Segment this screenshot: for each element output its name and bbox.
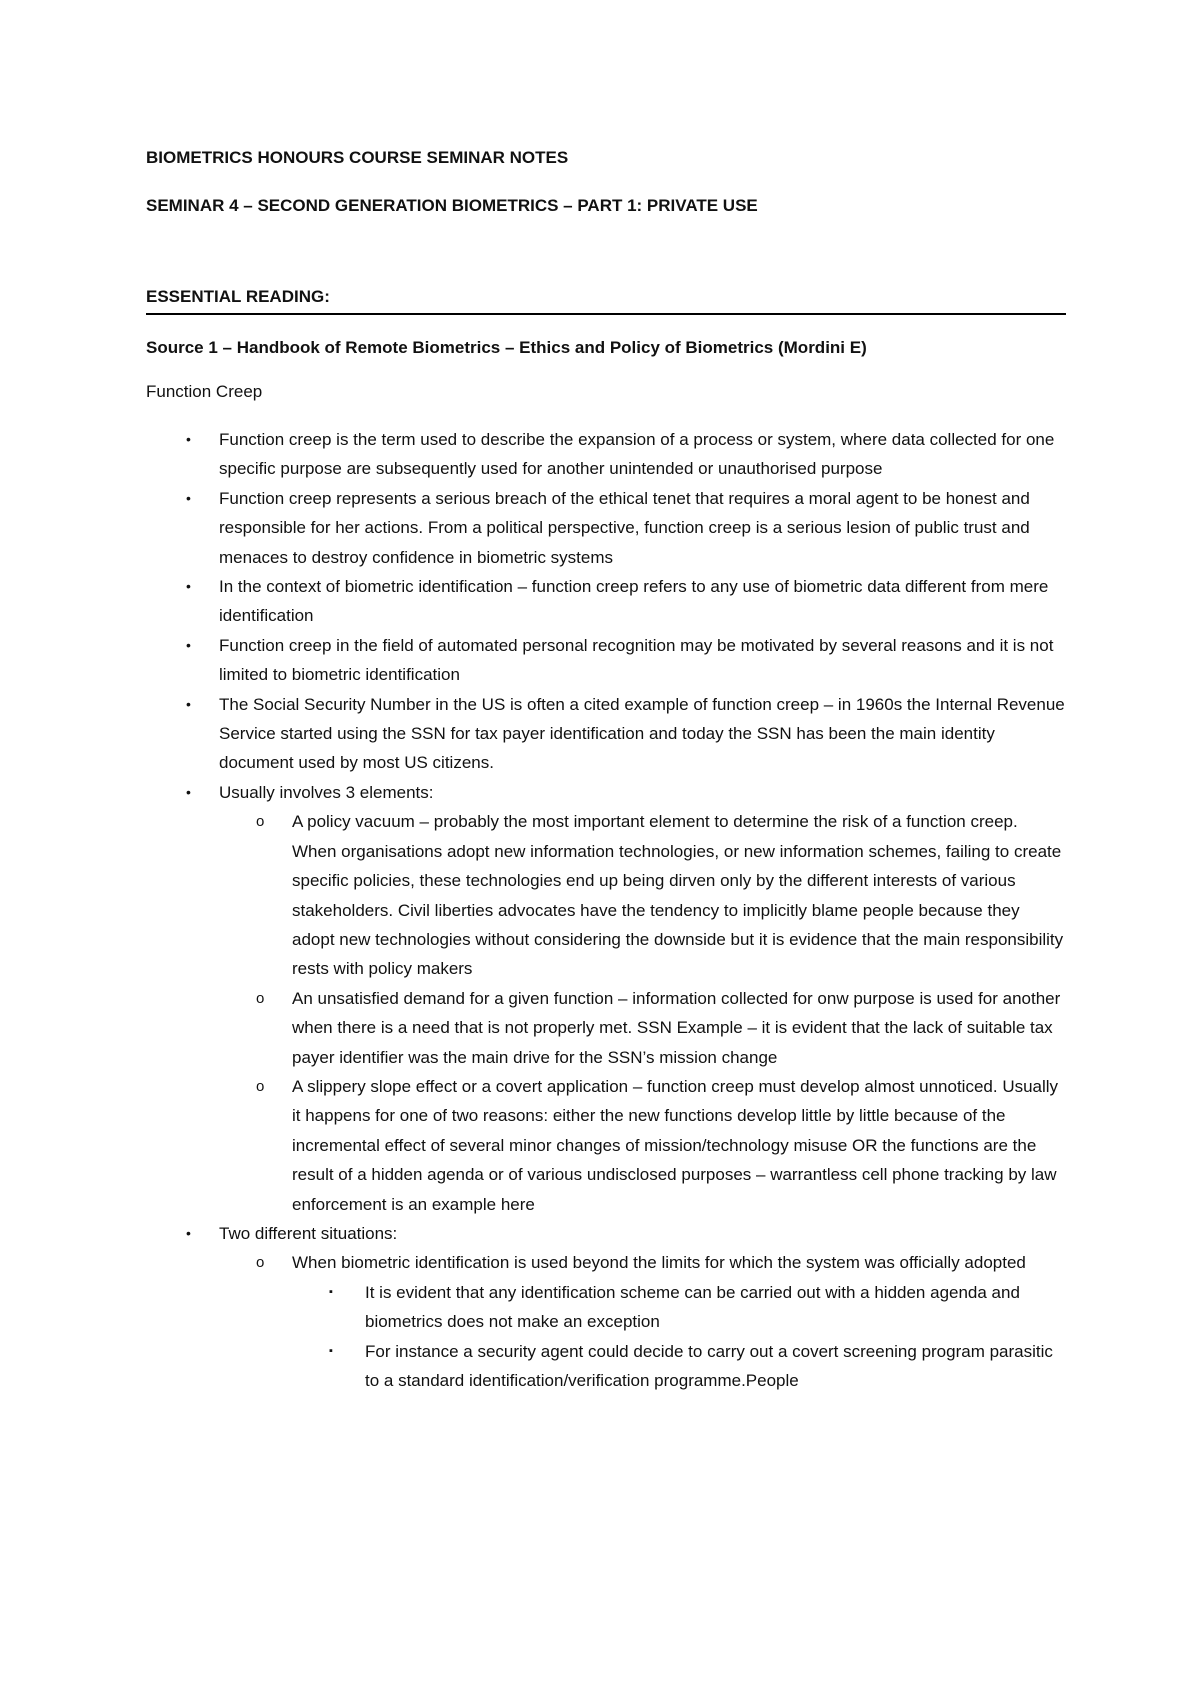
sub-list-item-text: A policy vacuum – probably the most important element to determine the risk of a function creep. When organisations adopt new information technologies, or new information schemes, failing to create specific policies, these technologies end up being dirven only by the different interests of various stakeholders. Civil liberties advocates have the tendency to implicitly blame people because they adopt new technologies without considering the downside but it is evidence that the main responsibility rests with policy makers <box>292 812 1064 979</box>
bullet-icon: • <box>186 431 191 447</box>
section-subheading: Function Creep <box>146 382 263 401</box>
sub-list-item <box>219 1072 1066 1219</box>
sub-sub-list-item <box>292 1278 1066 1337</box>
sub-list-item <box>219 984 1066 1072</box>
sub-sub-bullet-list <box>292 1278 1066 1396</box>
circle-bullet-icon: o <box>256 1077 265 1095</box>
list-item-text: Function creep in the field of automated personal recognition may be motivated by several reasons and it is not limited to biometric identification <box>219 635 1054 685</box>
list-item <box>146 690 1066 778</box>
list-item <box>146 572 1066 631</box>
circle-bullet-icon: o <box>256 813 265 831</box>
bullet-icon: • <box>186 1224 191 1241</box>
square-bullet-icon: ▪ <box>329 1344 333 1357</box>
source-heading: Source 1 – Handbook of Remote Biometrics – Ethics and Policy of Biometrics (Mordini E) <box>146 338 867 357</box>
list-item-text: The Social Security Number in the US is often a cited example of function creep – in 1960s the Internal Revenue Service started using the SSN for tax payer identification and today the SSN has been the main identity document used by most US citizens. <box>219 694 1065 773</box>
sub-bullet-list <box>219 1248 1066 1395</box>
sub-list-item-text: A slippery slope effect or a covert application – function creep must develop almost unnoticed. Usually it happens for one of two reasons: either the new functions develop little by little because of the incremental effect of several minor changes of mission/technology misuse OR the functions are the result of a hidden agenda or of various undisclosed purposes – warrantless cell phone tracking by law enforcement is an example here <box>292 1076 1059 1214</box>
list-item-text: In the context of biometric identification – function creep refers to any use of biometric data different from mere identification <box>219 577 1049 626</box>
bullet-icon: • <box>186 695 191 712</box>
list-item-text: Function creep is the term used to describe the expansion of a process or system, where data collected for one specific purpose are subsequently used for another unintended or unauthorised purpose <box>219 430 1055 479</box>
list-item-text: Two different situations: <box>219 1223 398 1243</box>
sub-list-item-text: When biometric identification is used beyond the limits for which the system was officially adopted <box>292 1253 1026 1273</box>
sub-list-item <box>219 807 1066 983</box>
sub-sub-list-item-text: It is evident that any identification scheme can be carried out with a hidden agenda and biometrics does not make an exception <box>365 1282 1020 1332</box>
sub-list-item <box>219 1248 1066 1395</box>
seminar-title: SEMINAR 4 – SECOND GENERATION BIOMETRICS – PART 1: PRIVATE USE <box>146 196 758 215</box>
sub-bullet-list <box>219 807 1066 1219</box>
sub-sub-list-item <box>292 1337 1066 1396</box>
list-item-text: Function creep represents a serious breach of the ethical tenet that requires a moral agent to be honest and responsible for her actions. From a political perspective, function creep is a serious lesion of public trust and menaces to destroy confidence in biometric systems <box>219 488 1030 567</box>
square-bullet-icon: ▪ <box>329 1285 333 1298</box>
essential-reading-heading: ESSENTIAL READING: <box>146 287 1066 315</box>
list-item <box>146 425 1066 484</box>
list-item <box>146 631 1066 690</box>
sub-list-item-text: An unsatisfied demand for a given function – information collected for onw purpose is used for another when there is a need that is not properly met. SSN Example – it is evident that the lack of suitable tax payer identifier was the main drive for the SSN’s mission change <box>292 988 1061 1067</box>
list-item <box>146 778 1066 1219</box>
notes-body <box>146 425 1066 1395</box>
sub-sub-list-item-text: For instance a security agent could decide to carry out a covert screening program parasitic to a standard identification/verification programme.People <box>365 1341 1053 1390</box>
document-title: BIOMETRICS HONOURS COURSE SEMINAR NOTES <box>146 148 569 167</box>
bullet-icon: • <box>186 636 191 653</box>
bullet-icon: • <box>186 489 191 506</box>
circle-bullet-icon: o <box>256 989 265 1007</box>
bullet-icon: • <box>186 783 191 800</box>
circle-bullet-icon: o <box>256 1254 265 1272</box>
bullet-icon: • <box>186 578 191 595</box>
list-item <box>146 484 1066 572</box>
list-item-text: Usually involves 3 elements: <box>219 782 434 802</box>
list-item <box>146 1219 1066 1395</box>
bullet-list <box>146 425 1066 1395</box>
